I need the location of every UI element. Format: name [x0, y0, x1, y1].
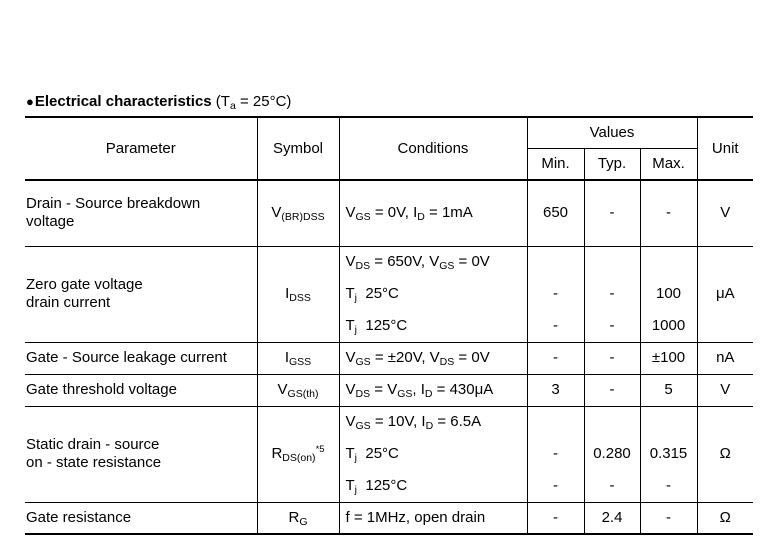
unit-cell: V	[697, 374, 753, 406]
header-max: Max.	[640, 148, 697, 180]
table-row	[25, 374, 753, 406]
condition-cell: $V_{DS} = V_{GS}$, $I_D = 430\mu A$	[339, 374, 527, 406]
typ-cell: -	[584, 310, 640, 342]
header-typ: Typ.	[584, 148, 640, 180]
param-cell: Gate resistance	[25, 502, 257, 534]
max-cell: 1000	[640, 310, 697, 342]
condition-cell: $T_j$ 25°C	[339, 278, 527, 310]
condition-cell: $T_j$ 125°C	[339, 470, 527, 502]
typ-cell: 2.4	[584, 502, 640, 534]
param-cell: Static drain - source on - state resistance	[25, 406, 257, 502]
param-cell: Gate - Source leakage current	[25, 342, 257, 374]
bullet-icon: ●	[26, 94, 34, 109]
symbol-cell: $R_{DS(on)}^{*5}$	[257, 406, 339, 502]
min-cell: -	[527, 502, 584, 534]
min-cell: -	[527, 310, 584, 342]
header-min: Min.	[527, 148, 584, 180]
electrical-characteristics-table	[25, 116, 753, 535]
param-cell: Zero gate voltage drain current	[25, 246, 257, 342]
typ-cell: 0.280	[584, 438, 640, 470]
typ-cell: -	[584, 342, 640, 374]
condition-cell: $V_{GS} = 0V$, $I_D = 1mA$	[339, 180, 527, 246]
header-symbol: Symbol	[257, 117, 339, 180]
unit-cell: V	[697, 180, 753, 246]
condition-cell: $T_j$ 125°C	[339, 310, 527, 342]
table-row	[25, 342, 753, 374]
section-title-condition: $(T_a = 25^\circ C)$	[211, 93, 292, 112]
min-cell: 3	[527, 374, 584, 406]
symbol-cell: $V_{(BR)DSS}$	[257, 180, 339, 246]
header-unit: Unit	[697, 117, 753, 180]
max-cell: -	[640, 180, 697, 246]
condition-cell: $V_{DS} = 650V$, $V_{GS} = 0V$	[339, 246, 527, 278]
table-row	[25, 502, 753, 534]
table-row	[25, 246, 753, 278]
min-cell: -	[527, 438, 584, 470]
condition-cell: $V_{GS} = 10V$, $I_D = 6.5A$	[339, 406, 527, 438]
header-conditions: Conditions	[339, 117, 527, 180]
header-parameter: Parameter	[25, 117, 257, 180]
typ-cell: -	[584, 470, 640, 502]
min-cell: 650	[527, 180, 584, 246]
unit-cell: μA	[697, 246, 753, 342]
condition-cell: $V_{GS} = \pm 20V$, $V_{DS} = 0V$	[339, 342, 527, 374]
symbol-cell: $R_G$	[257, 502, 339, 534]
min-cell: -	[527, 342, 584, 374]
section-title	[26, 93, 291, 110]
typ-cell: -	[584, 180, 640, 246]
symbol-cell: $I_{DSS}$	[257, 246, 339, 342]
param-cell: Gate threshold voltage	[25, 374, 257, 406]
typ-cell: -	[584, 374, 640, 406]
min-cell: -	[527, 470, 584, 502]
condition-cell: f = 1MHz, open drain	[339, 502, 527, 534]
unit-cell: Ω	[697, 502, 753, 534]
max-cell: 5	[640, 374, 697, 406]
max-cell: ±100	[640, 342, 697, 374]
max-cell: -	[640, 502, 697, 534]
unit-cell: nA	[697, 342, 753, 374]
max-cell: -	[640, 470, 697, 502]
condition-cell: $T_j$ 25°C	[339, 438, 527, 470]
min-cell: -	[527, 278, 584, 310]
table-row	[25, 406, 753, 438]
typ-cell: -	[584, 278, 640, 310]
section-title-bold: Electrical characteristics	[34, 93, 212, 110]
symbol-cell: $I_{GSS}$	[257, 342, 339, 374]
param-cell: Drain - Source breakdown voltage	[25, 180, 257, 246]
header-values: Values	[527, 117, 697, 148]
symbol-cell: $V_{GS(th)}$	[257, 374, 339, 406]
unit-cell: Ω	[697, 406, 753, 502]
max-cell: 100	[640, 278, 697, 310]
max-cell: 0.315	[640, 438, 697, 470]
table-row	[25, 180, 753, 246]
